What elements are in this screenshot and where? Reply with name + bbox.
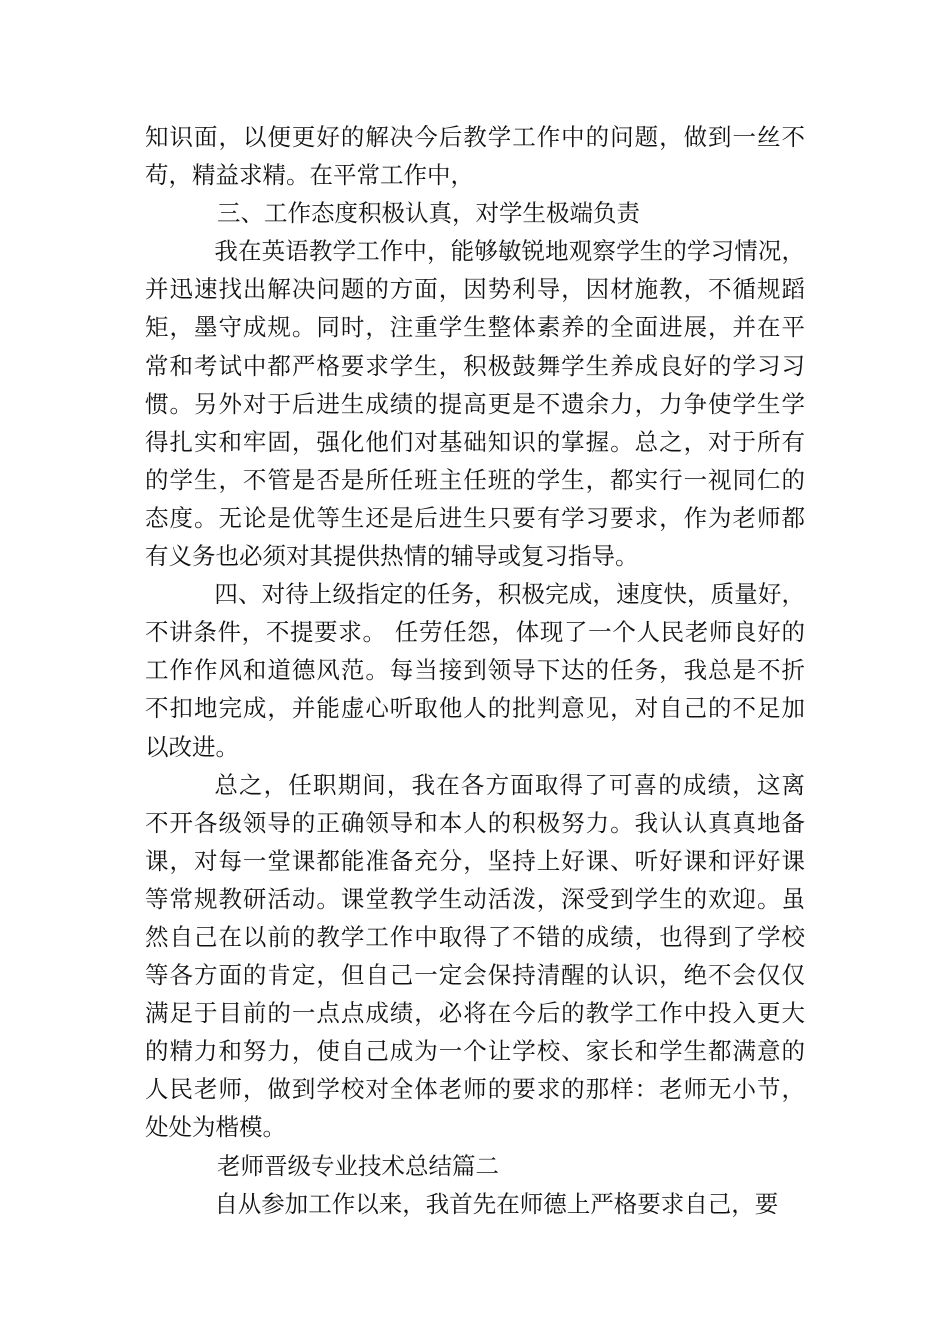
section-heading-3: 三、工作态度积极认真，对学生极端负责 bbox=[217, 199, 640, 228]
text-line: 四、对待上级指定的任务，积极完成，速度快，质量好， bbox=[214, 580, 805, 609]
text-line: 课，对每一堂课都能准备充分，坚持上好课、听好课和评好课 bbox=[145, 846, 805, 875]
text-line: 的学生，不管是否是所任班主任班的学生，都实行一视同仁的 bbox=[145, 465, 805, 494]
text-line: 人民老师，做到学校对全体老师的要求的那样：老师无小节， bbox=[145, 1075, 805, 1104]
text-line: 自从参加工作以来，我首先在师德上严格要求自己，要 bbox=[214, 1189, 779, 1218]
text-line: 总之，任职期间，我在各方面取得了可喜的成绩，这离 bbox=[214, 770, 805, 799]
text-line: 矩，墨守成规。同时，注重学生整体素养的全面进展，并在平 bbox=[145, 313, 805, 342]
text-line: 态度。无论是优等生还是后进生只要有学习要求，作为老师都 bbox=[145, 503, 805, 532]
text-line: 满足于目前的一点点成绩，必将在今后的教学工作中投入更大 bbox=[145, 999, 805, 1028]
document-page bbox=[145, 118, 805, 1223]
text-line: 等各方面的肯定，但自己一定会保持清醒的认识，绝不会仅仅 bbox=[145, 961, 805, 990]
text-line: 我在英语教学工作中，能够敏锐地观察学生的学习情况， bbox=[214, 237, 805, 266]
text-line: 的精力和努力，使自己成为一个让学校、家长和学生都满意的 bbox=[145, 1037, 805, 1066]
text-line: 并迅速找出解决问题的方面，因势利导，因材施教，不循规蹈 bbox=[145, 275, 805, 304]
text-line: 不扣地完成，并能虚心听取他人的批判意见，对自己的不足加 bbox=[145, 694, 805, 723]
text-line: 常和考试中都严格要求学生，积极鼓舞学生养成良好的学习习 bbox=[145, 351, 805, 380]
text-line: 不讲条件，不提要求。 任劳任怨，体现了一个人民老师良好的 bbox=[145, 618, 805, 647]
text-line: 工作作风和道德风范。每当接到领导下达的任务，我总是不折 bbox=[145, 656, 805, 685]
paragraph-continued bbox=[145, 118, 805, 194]
text-line: 以改进。 bbox=[145, 732, 239, 761]
text-line: 处处为楷模。 bbox=[145, 1113, 286, 1142]
text-line: 等常规教研活动。课堂教学生动活泼，深受到学生的欢迎。虽 bbox=[145, 884, 805, 913]
paragraph-english-teaching bbox=[145, 232, 805, 575]
text-line: 得扎实和牢固，强化他们对基础知识的掌握。总之，对于所有 bbox=[145, 427, 805, 456]
text-line: 然自己在以前的教学工作中取得了不错的成绩，也得到了学校 bbox=[145, 922, 805, 951]
text-line: 苟，精益求精。在平常工作中， bbox=[145, 161, 474, 190]
text-line: 惯。另外对于后进生成绩的提高更是不遗余力，力争使学生学 bbox=[145, 389, 805, 418]
paragraph-section-4 bbox=[145, 575, 805, 765]
text-line: 有义务也必须对其提供热情的辅导或复习指导。 bbox=[145, 542, 639, 571]
paragraph-part-2-intro bbox=[145, 1185, 805, 1223]
text-line: 知识面，以便更好的解决今后教学工作中的问题，做到一丝不 bbox=[145, 123, 805, 151]
text-line: 不开各级领导的正确领导和本人的积极努力。我认认真真地备 bbox=[145, 808, 805, 837]
paragraph-summary bbox=[145, 766, 805, 1147]
section-heading-part-2: 老师晋级专业技术总结篇二 bbox=[217, 1151, 499, 1180]
